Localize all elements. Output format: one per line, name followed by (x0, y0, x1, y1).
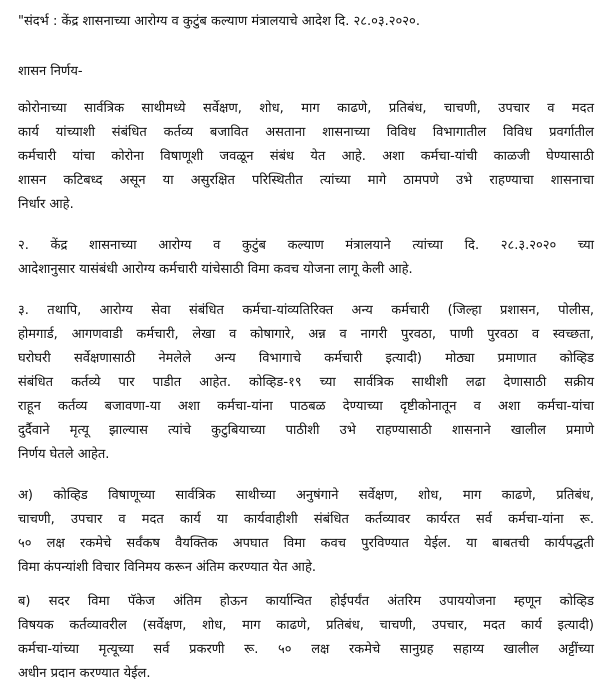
paragraph-line: कर्मचा-यांच्या मृत्यूच्या सर्व प्रकरणी रू. ५० लक्ष रकमेचे सानुग्रह सहाय्य खालील अट्टींच्या (18, 642, 594, 657)
paragraph-line: होमगार्ड, आगणवाडी कर्मचारी, लेखा व कोषागारे, अन्न व नागरी पुरवठा, पाणी पुरवठा व स्वच्छता, (18, 327, 594, 342)
paragraph-line: २. केंद्र शासनाच्या आरोग्य व कुटुंब कल्याण मंत्रालयाने त्यांच्या दि. २८.३.२०२० च्या (18, 238, 594, 253)
paragraph-line: चाचणी, उपचार व मदत कार्य या कार्यवाहीशी संबंधित कर्तव्यावर कार्यरत सर्व कर्मचा-यांना रू. (18, 512, 594, 527)
paragraph-line: आदेशानुसार यासंबंधी आरोग्य कर्मचारी यांचेसाठी विमा कवच योजना लागू केली आहे. (18, 262, 413, 277)
paragraph-line: संबंधित कर्तव्ये पार पाडीत आहेत. कोव्हिड-१९ च्या सार्वत्रिक साथीशी लढा देणासाठी सक्रीय (18, 375, 594, 390)
paragraph-line: ३. तथापि, आरोग्य सेवा संबंधित कर्मचा-यांव्यतिरिक्त अन्य कर्मचारी (जिल्हा प्रशासन, पोलीस, (18, 303, 594, 318)
paragraph-line: कार्य यांच्याशी संबंधित कर्तव्य बजावित असताना शासनाच्या विविध विभागातील विविध प्रवर्गातील (18, 125, 594, 140)
paragraph-line: अधीन प्रदान करण्यात येईल. (18, 666, 151, 681)
paragraph-line: ब) सदर विमा पॅकेज अंतिम होऊन कार्यान्वित होईपर्यंत अंतरिम उपाययोजना म्हणून कोव्हिड (18, 594, 594, 609)
paragraph-line: विषयक कर्तव्यावरील (सर्वेक्षण, शोध, माग काढणे, प्रतिबंध, चाचणी, उपचार, मदत कार्य इत्यादी) (18, 618, 594, 633)
paragraph-line: दुर्दैवाने मृत्यू झाल्यास त्यांचे कुटुबियाच्या पाठीशी उभे राहण्यासाठी शासनाने खालील प्रमाणे (18, 423, 594, 438)
paragraph-line: राहून कर्तव्य बजावणा-या अशा कर्मचा-यांना पाठबळ देण्याच्या दृष्टीकोनातून व अशा कर्मचा-यांचा (18, 399, 594, 414)
paragraph-line: कोरोनाच्या सार्वत्रिक साथीमध्ये सर्वेक्षण, शोध, माग काढणे, प्रतिबंध, चाचणी, उपचार व मदत (18, 101, 594, 116)
paragraph-line: अ) कोव्हिड विषाणूच्या सार्वत्रिक साथीच्या अनुषंगाने सर्वेक्षण, शोध, माग काढणे, प्रतिबंध, (18, 488, 594, 503)
paragraph-line: निर्धार आहे. (18, 197, 74, 212)
reference-line: "संदर्भ : केंद्र शासनाच्या आरोग्य व कुटुंब कल्याण मंत्रालयाचे आदेश दि. २८.०३.२०२०. (18, 14, 420, 29)
paragraph-line: घरोघरी सर्वेक्षणासाठी नेमलेले अन्य विभागाचे कर्मचारी इत्यादी) मोठ्या प्रमाणात कोव्हिड (18, 351, 594, 366)
paragraph-line: कर्मचारी यांचा कोरोना विषाणूशी जवळून संबंध येत आहे. अशा कर्मचा-यांची काळजी घेण्यासाठी (18, 149, 594, 164)
paragraph-line: निर्णय घेतले आहेत. (18, 447, 110, 462)
paragraph-line: विमा कंपन्यांशी विचार विनिमय करून अंतिम करण्यात येत आहे. (18, 560, 316, 575)
section-heading: शासन निर्णय- (18, 64, 83, 79)
paragraph-line: शासन कटिबध्द असून या असुरक्षित परिस्थितीत त्यांच्या मागे ठामपणे उभे राहण्याचा शासनाचा (18, 173, 594, 188)
paragraph-line: ५० लक्ष रकमेचे सर्वंकष वैयक्तिक अपघात विमा कवच पुरविण्यात येईल. या बाबतची कार्यपद्धती (18, 536, 594, 551)
